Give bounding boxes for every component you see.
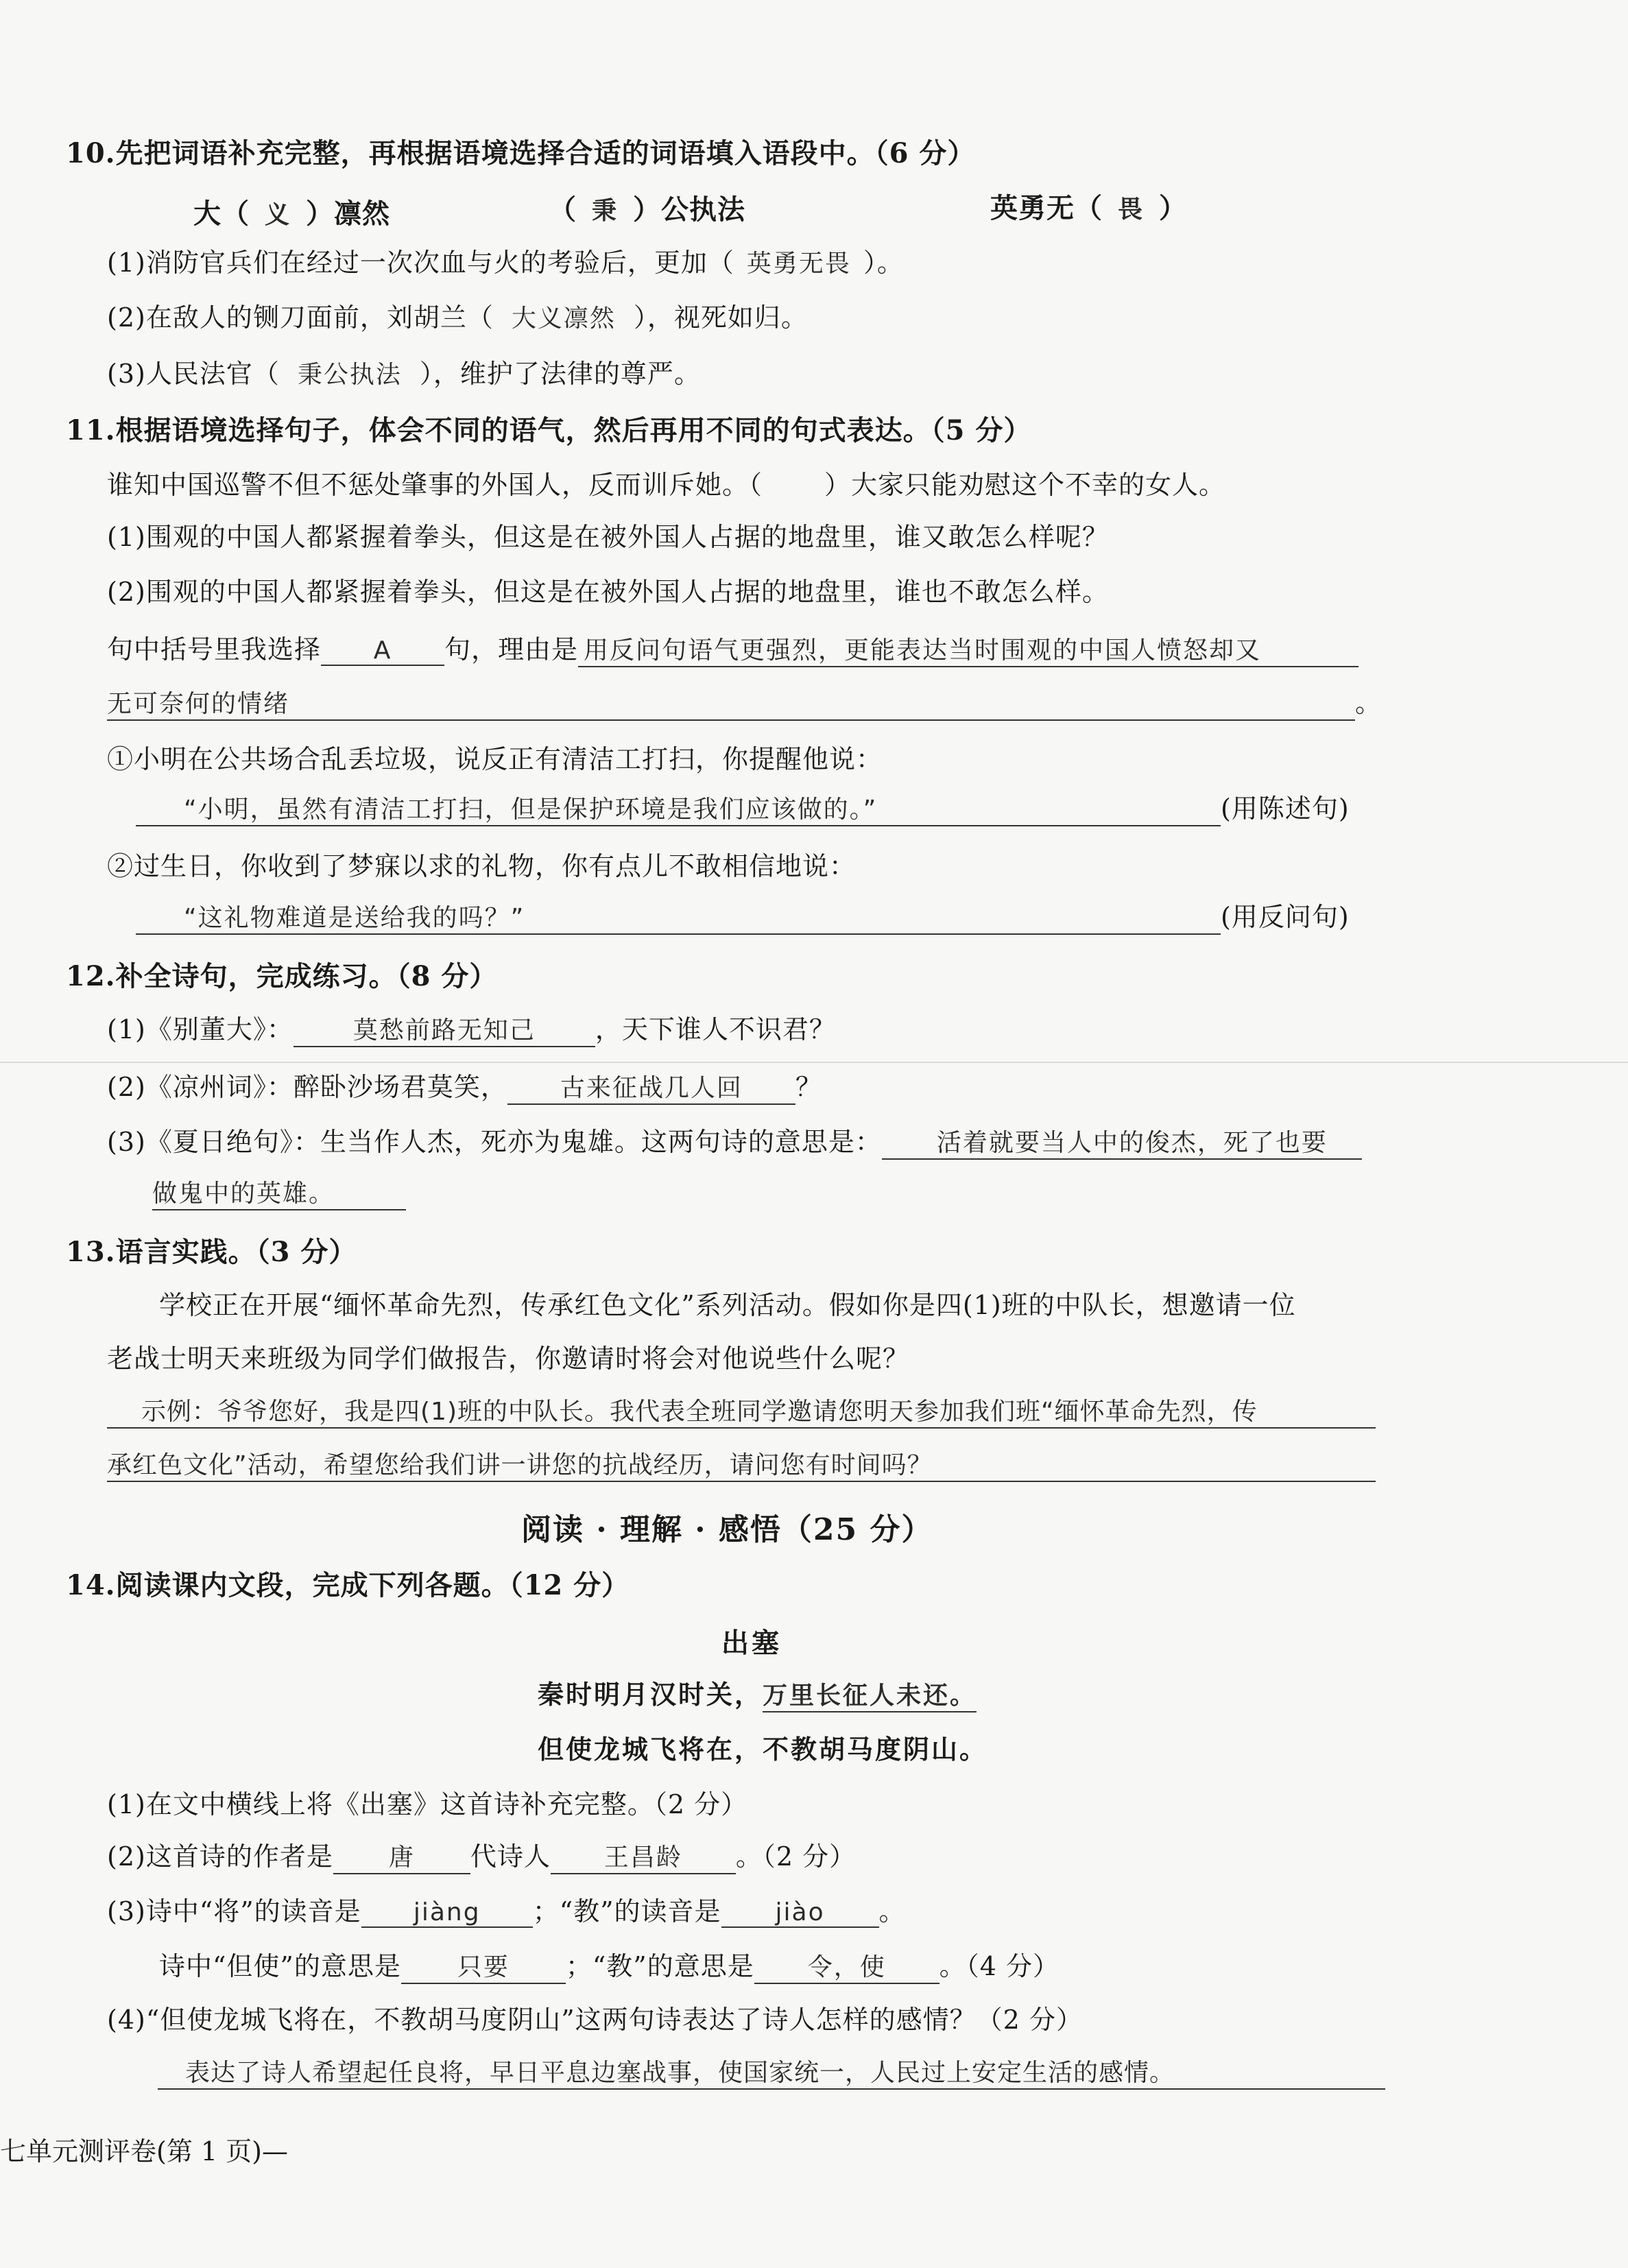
q14-sub4-line [158, 2053, 1385, 2090]
q14-s3b-answer1: 只要 [401, 1948, 566, 1984]
q10-s3-pre: (3)人民法官（ [107, 359, 280, 389]
q10-s1-answer: 英勇无畏 [746, 250, 851, 278]
q10-sentence1 [107, 241, 904, 279]
q14-s3-post: 。 [878, 1896, 906, 1926]
q14-s2-answer1: 唐 [333, 1838, 470, 1874]
q14-s3-answer2: jiào [721, 1898, 879, 1928]
q10-number: 10. [66, 137, 116, 169]
q14-s3-pre: (3)诗中“将”的读音是 [107, 1896, 361, 1926]
q12-l1-pre: (1)《别董大》： [107, 1014, 294, 1045]
page-footer: 七单元测评卷(第 1 页)— [0, 2136, 288, 2166]
poem-line1 [538, 1673, 977, 1712]
q10-word1-pre: 大（ [193, 198, 250, 230]
q11-sub2-answer: “这礼物难道是送给我的吗？” [136, 898, 1221, 935]
q11-sub2-line [136, 896, 1350, 935]
q10-s1-post: ）。 [863, 248, 904, 278]
q11-context-a: 谁知中国巡警不但不惩处肇事的外国人，反而训斥她。（ [107, 470, 763, 500]
q14-s3b-mid: ；“教”的意思是 [565, 1951, 754, 1981]
q11-reason2 [107, 682, 1382, 721]
q14-s3b-post: 。（4 分） [939, 1951, 1060, 1981]
q10-s1-pre: (1)消防官兵们在经过一次次血与火的考验后，更加（ [107, 248, 734, 278]
q10-word3-post: ） [1159, 192, 1188, 224]
q13-answer2: 承红色文化”活动，希望您给我们讲一讲您的抗战经历，请问您有时间吗？ [107, 1446, 1376, 1482]
q14-sub3b [159, 1945, 1060, 1984]
q10-text: 先把词语补充完整，再根据语境选择合适的词语填入语段中。（6 分） [115, 137, 976, 169]
q13-answer-line2 [107, 1446, 1376, 1482]
q12-l2-post: ？ [795, 1072, 822, 1102]
q11-reason-line1: 用反问句语气更强烈，更能表达当时围观的中国人愤怒却又 [578, 631, 1358, 667]
q11-option1: (1)围观的中国人都紧握着拳头，但这是在被外国人占据的地盘里，谁又敢怎么样呢？ [107, 522, 1109, 552]
q14-sub1: (1)在文中横线上将《出塞》这首诗补充完整。（2 分） [107, 1789, 748, 1819]
q14-sub4: (4)“但使龙城飞将在，不教胡马度阴山”这两句诗表达了诗人怎样的感情？（2 分） [107, 2005, 1083, 2035]
q10-s2-post: ），视死如归。 [633, 302, 808, 333]
q10-word3-answer: 畏 [1118, 195, 1145, 224]
q12-l3-answer2: 做鬼中的英雄。 [152, 1174, 406, 1210]
q12-line2 [107, 1066, 822, 1105]
q14-s3b-pre: 诗中“但使”的意思是 [159, 1951, 401, 1981]
page-fold-line [0, 1062, 1628, 1063]
q12-number: 12. [66, 960, 116, 992]
q10-word1-post: ）凛然 [306, 198, 391, 230]
q11-number: 11. [66, 414, 116, 446]
q14-sub2 [107, 1835, 856, 1874]
poem-line2: 但使龙城飞将在，不教胡马度阴山。 [538, 1734, 988, 1765]
q14-s4-answer: 表达了诗人希望起任良将，早日平息边塞战事，使国家统一，人民过上安定生活的感情。 [158, 2053, 1385, 2090]
q10-word2-post: ）公执法 [633, 193, 746, 226]
q11-choice-mid: 句，理由是 [444, 634, 579, 665]
q11-context-b: ）大家只能劝慰这个不幸的女人。 [824, 470, 1226, 500]
q12-text: 补全诗句，完成练习。（8 分） [115, 960, 498, 992]
q11-sub2: ②过生日，你收到了梦寐以求的礼物，你有点儿不敢相信地说： [107, 851, 857, 881]
q12-l2-pre: (2)《凉州词》：醉卧沙场君莫笑， [107, 1072, 507, 1102]
q12-line3 [107, 1121, 1362, 1160]
q10-word1 [193, 192, 390, 231]
q11-reason-line2: 无可奈何的情绪 [107, 684, 1355, 721]
poem-line1-a: 秦时明月汉时关， [538, 1679, 763, 1710]
q14-s2-answer2: 王昌龄 [551, 1838, 736, 1874]
q14-s2-pre: (2)这首诗的作者是 [107, 1841, 333, 1872]
q14-title [66, 1564, 630, 1603]
q13-number: 13. [66, 1236, 116, 1268]
q14-s2-mid: 代诗人 [470, 1841, 551, 1872]
q10-title [66, 132, 975, 171]
q14-sub3 [107, 1890, 906, 1928]
q10-s2-pre: (2)在敌人的铡刀面前，刘胡兰（ [107, 302, 494, 333]
q10-word3-pre: 英勇无（ [990, 192, 1103, 224]
q10-sentence2 [107, 296, 808, 334]
q13-answer-line1 [107, 1392, 1376, 1429]
q14-s2-post: 。（2 分） [735, 1841, 857, 1872]
q10-word3 [990, 187, 1187, 226]
q11-reason-end: 。 [1355, 688, 1382, 718]
q12-l3-pre: (3)《夏日绝句》：生当作人杰，死亦为鬼雄。这两句诗的意思是： [107, 1127, 882, 1157]
q10-sentence3 [107, 353, 701, 390]
q14-s3b-answer2: 令，使 [754, 1948, 939, 1984]
q11-sub1-answer: “小明，虽然有清洁工打扫，但是保护环境是我们应该做的。” [136, 790, 1221, 826]
q14-s3-mid: ；“教”的读音是 [532, 1896, 721, 1926]
q11-sub1-line [136, 787, 1350, 826]
q12-l1-post: ，天下谁人不识君？ [595, 1014, 836, 1045]
q12-line1 [107, 1008, 836, 1047]
q13-answer1: 示例：爷爷您好，我是四(1)班的中队长。我代表全班同学邀请您明天参加我们班“缅怀革命先烈，传 [107, 1392, 1376, 1429]
q11-sub1: ①小明在公共场合乱丢垃圾，说反正有清洁工打扫，你提醒他说： [107, 744, 883, 774]
poem-line1-b-answer: 万里长征人未还。 [763, 1676, 977, 1712]
q11-choice [107, 628, 1358, 667]
q12-l1-answer: 莫愁前路无知己 [294, 1011, 595, 1047]
q10-s2-answer: 大义凛然 [511, 305, 616, 333]
section-title: 阅读 · 理解 · 感悟（25 分） [521, 1512, 933, 1547]
q13-title [66, 1230, 357, 1269]
q12-l3-answer1: 活着就要当人中的俊杰，死了也要 [882, 1123, 1362, 1160]
q11-sub1-note: (用陈述句) [1221, 793, 1350, 824]
q10-word2-answer: 秉 [592, 197, 619, 225]
poem-title: 出塞 [721, 1627, 782, 1659]
q11-choice-pre: 句中括号里我选择 [107, 634, 322, 665]
q11-context [107, 464, 1225, 501]
q11-title [66, 409, 1031, 448]
q11-sub2-note: (用反问句) [1221, 902, 1350, 932]
q12-title [66, 955, 497, 994]
q12-l2-answer: 古来征战几人回 [507, 1069, 795, 1105]
q14-text: 阅读课内文段，完成下列各题。（12 分） [115, 1569, 630, 1601]
q11-choice-answer: A [321, 636, 444, 666]
q10-word2 [549, 188, 745, 227]
q11-option2: (2)围观的中国人都紧握着拳头，但这是在被外国人占据的地盘里，谁也不敢怎么样。 [107, 577, 1109, 607]
q13-para1: 学校正在开展“缅怀革命先烈，传承红色文化”系列活动。假如你是四(1)班的中队长，想邀请一位 [159, 1290, 1296, 1320]
q14-s3-answer1: jiàng [361, 1898, 533, 1928]
q10-s3-answer: 秉公执法 [297, 361, 402, 389]
q10-s3-post: ），维护了法律的尊严。 [419, 359, 701, 389]
q11-text: 根据语境选择句子，体会不同的语气，然后再用不同的句式表达。（5 分） [115, 414, 1032, 446]
q12-line3-cont [152, 1174, 406, 1210]
q13-para2: 老战士明天来班级为同学们做报告，你邀请时将会对他说些什么呢？ [107, 1344, 910, 1374]
q10-word2-pre: （ [549, 193, 577, 226]
q10-word1-answer: 义 [265, 201, 291, 229]
q13-text: 语言实践。（3 分） [115, 1236, 357, 1268]
q14-number: 14. [66, 1569, 116, 1601]
